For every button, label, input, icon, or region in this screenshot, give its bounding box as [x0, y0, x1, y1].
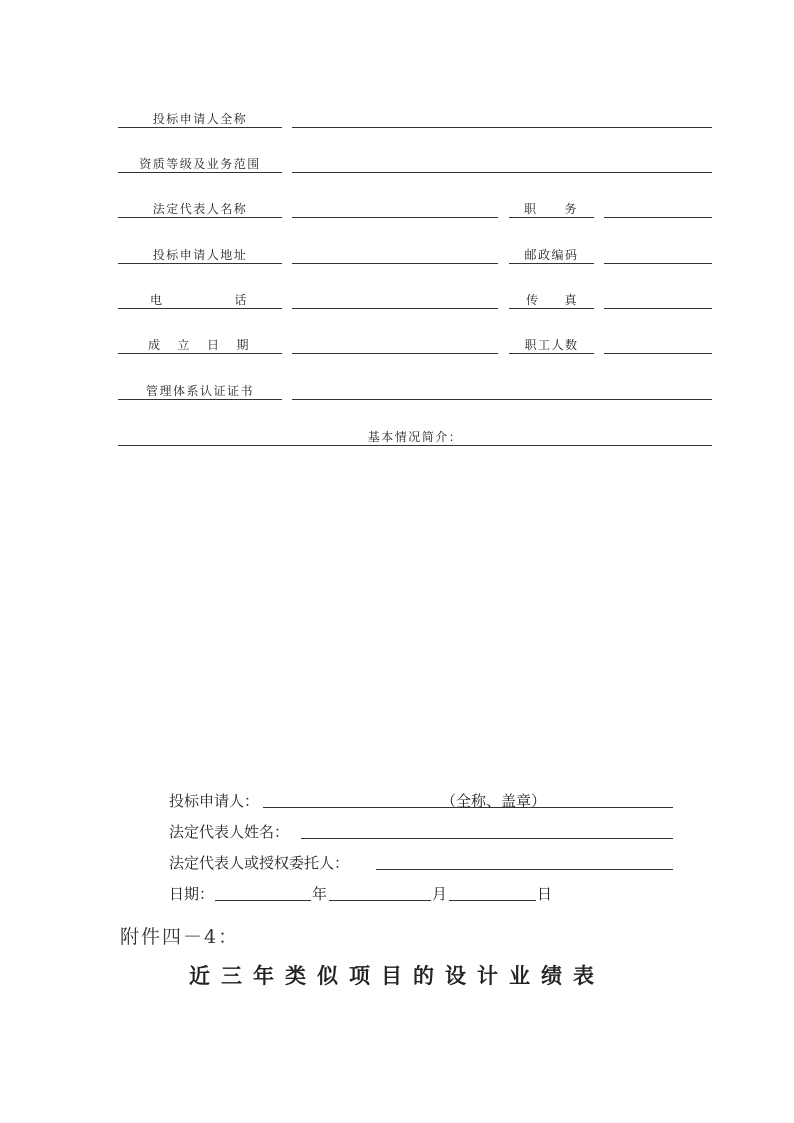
applicant-name-field[interactable] — [292, 112, 712, 128]
position-label-part: 职 — [524, 202, 538, 216]
label-underline — [118, 308, 282, 309]
intro-underline — [118, 445, 712, 446]
phone-field[interactable] — [292, 293, 498, 309]
applicant-name-label: 投标申请人全称 — [152, 112, 248, 126]
sig-month-label: 月 — [432, 885, 448, 903]
sig-year-field[interactable] — [215, 883, 311, 901]
label-underline — [118, 127, 282, 128]
established-label-part: 期 — [236, 338, 250, 352]
established-label-part: 立 — [177, 338, 191, 352]
intro-label: 基本情况简介： — [367, 430, 463, 444]
fax-label-part: 传 — [526, 293, 540, 307]
phone-label-part: 话 — [234, 293, 248, 307]
intro-text-area[interactable] — [118, 448, 712, 768]
label-underline — [509, 353, 594, 354]
postal-code-label: 邮政编码 — [524, 248, 579, 262]
label-underline — [509, 308, 594, 309]
table-title: 近三年类似项目的设计业绩表 — [189, 964, 605, 988]
certificate-label: 管理体系认证证书 — [145, 384, 254, 398]
staff-count-label: 职工人数 — [524, 338, 579, 352]
address-label: 投标申请人地址 — [152, 248, 248, 262]
phone-label — [150, 291, 248, 308]
legal-rep-label: 法定代表人名称 — [152, 202, 248, 216]
fax-label-part: 真 — [564, 293, 578, 307]
established-date-field[interactable] — [292, 338, 498, 354]
position-label-part: 务 — [564, 202, 578, 216]
label-underline — [118, 263, 282, 264]
qualification-field[interactable] — [292, 157, 712, 173]
postal-code-field[interactable] — [604, 248, 712, 264]
certificate-field[interactable] — [292, 384, 712, 400]
established-label-part: 成 — [148, 338, 162, 352]
sig-authorized-label: 法定代表人或授权委托人： — [169, 854, 350, 872]
position-label — [524, 200, 578, 217]
label-underline — [509, 263, 594, 264]
label-underline — [118, 217, 282, 218]
label-underline — [509, 217, 594, 218]
qualification-label: 资质等级及业务范围 — [139, 157, 261, 171]
staff-count-field[interactable] — [604, 338, 712, 354]
label-underline — [118, 399, 282, 400]
sig-date-label: 日期： — [169, 885, 215, 903]
established-label-part: 日 — [206, 338, 221, 352]
sig-legal-rep-field[interactable] — [301, 821, 673, 839]
label-underline — [118, 172, 282, 173]
established-date-label — [148, 336, 250, 353]
address-field[interactable] — [292, 248, 498, 264]
sig-legal-rep-label: 法定代表人姓名： — [169, 823, 290, 841]
sig-year-label: 年 — [312, 885, 328, 903]
sig-day-label: 日 — [537, 885, 553, 903]
sig-applicant-label: 投标申请人： — [169, 792, 260, 810]
position-field[interactable] — [604, 202, 712, 218]
sig-applicant-note: （全称、盖章） — [441, 792, 547, 810]
sig-authorized-field[interactable] — [376, 852, 673, 870]
attachment-label: 附件四－4： — [120, 926, 240, 948]
label-underline — [118, 353, 282, 354]
sig-day-field[interactable] — [449, 883, 536, 901]
legal-rep-field[interactable] — [292, 202, 498, 218]
fax-field[interactable] — [604, 293, 712, 309]
fax-label — [526, 291, 578, 308]
phone-label-part: 电 — [150, 293, 164, 307]
sig-month-field[interactable] — [329, 883, 431, 901]
